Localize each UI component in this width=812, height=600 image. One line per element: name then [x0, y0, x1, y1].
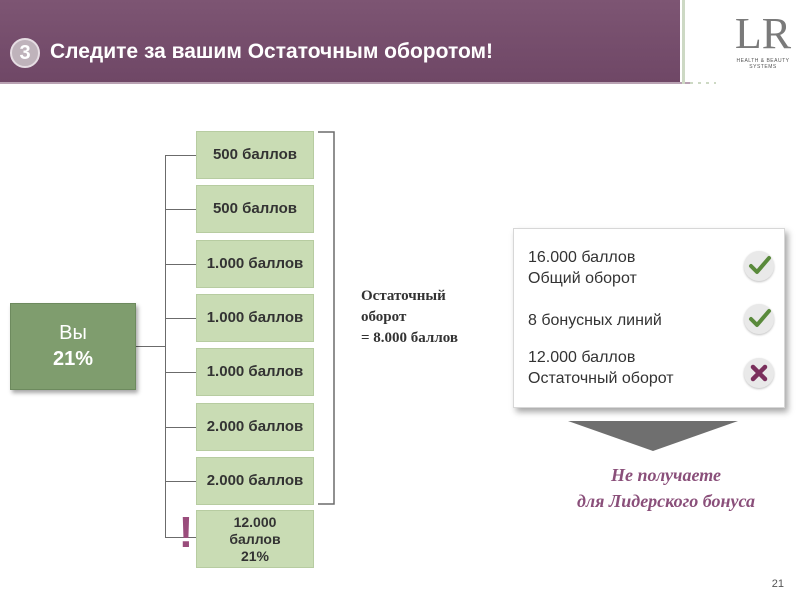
down-arrow-icon: [568, 421, 738, 451]
total-turnover-label: Общий оборот: [528, 270, 637, 287]
check-icon: [744, 251, 774, 281]
remaining-value: = 8.000 баллов: [361, 330, 458, 346]
largest-leg-percent: 21%: [240, 547, 269, 564]
you-connector-line: [136, 346, 166, 347]
volume-box-1: 500 баллов: [196, 131, 314, 179]
cross-icon: [744, 358, 774, 388]
exclamation-icon: !: [178, 508, 194, 557]
total-turnover-row: [528, 247, 637, 289]
bonus-lines-row: 8 бонусных линий: [528, 312, 662, 329]
branch-line-1: [165, 155, 196, 156]
volume-box-5: 1.000 баллов: [196, 348, 314, 396]
branch-line-3: [165, 264, 196, 265]
result-message: [520, 462, 812, 514]
header-divider: [0, 82, 690, 84]
volume-box-3: 1.000 баллов: [196, 240, 314, 288]
bracket-icon: [316, 130, 340, 506]
remaining-turnover-row: [528, 347, 674, 389]
result-line-1: Не получаете: [611, 465, 721, 485]
remaining-line-1: Остаточный: [361, 288, 446, 304]
logo-subtitle: HEALTH & BEAUTY SYSTEMS: [736, 58, 790, 70]
volume-box-4: 1.000 баллов: [196, 294, 314, 342]
branch-line-5: [165, 372, 196, 373]
check-icon: [744, 304, 774, 334]
step-number-badge: 3: [10, 38, 40, 68]
volume-box-largest-leg: [196, 510, 314, 568]
page-number: 21: [771, 578, 784, 590]
branch-line-4: [165, 318, 196, 319]
total-turnover-value: 16.000 баллов: [528, 249, 636, 266]
remaining-line-2: оборот: [361, 309, 407, 325]
slide-title: Следите за вашим Остаточным оборотом!: [50, 40, 494, 63]
volume-box-6: 2.000 баллов: [196, 403, 314, 451]
result-line-2: для Лидерского бонуса: [576, 491, 756, 511]
volume-box-2: 500 баллов: [196, 185, 314, 233]
you-node: [10, 303, 136, 390]
logo-mark-text: LR: [734, 9, 792, 58]
lr-logo-icon: [734, 6, 792, 58]
you-label: Вы: [59, 322, 87, 344]
branch-line-7: [165, 481, 196, 482]
largest-leg-unit: баллов: [229, 530, 281, 547]
largest-leg-value: 12.000: [233, 513, 277, 530]
branch-line-2: [165, 209, 196, 210]
remaining-turnover-row-label: Остаточный оборот: [528, 370, 674, 387]
tree-trunk-line: [165, 155, 166, 537]
branch-line-6: [165, 427, 196, 428]
remaining-turnover-label: [361, 286, 521, 349]
you-percent: 21%: [52, 348, 94, 370]
remaining-turnover-row-value: 12.000 баллов: [528, 349, 636, 366]
volume-box-7: 2.000 баллов: [196, 457, 314, 505]
